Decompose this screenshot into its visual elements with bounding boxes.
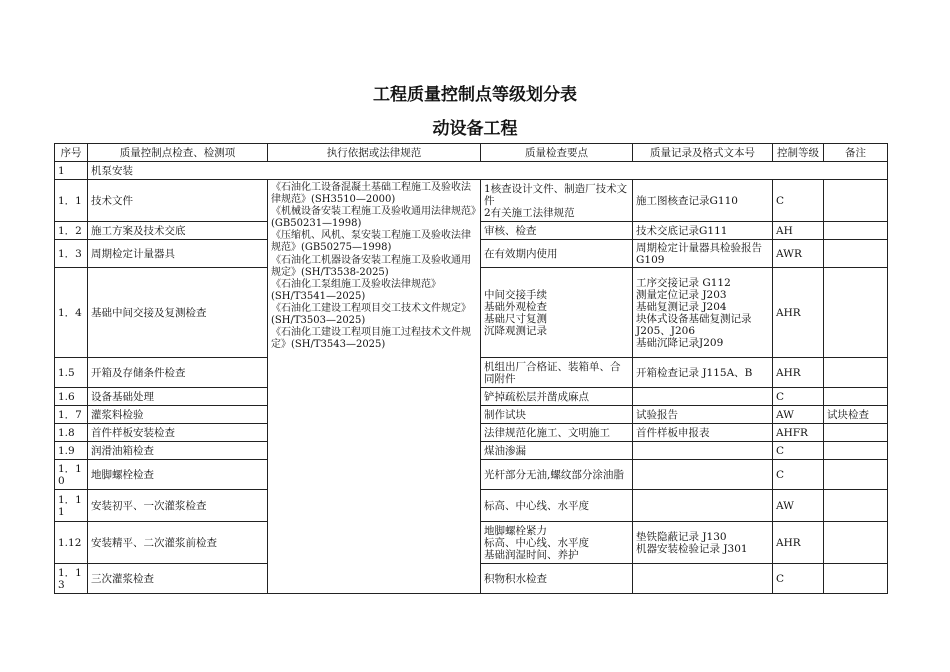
row-no: 1．1 3 (55, 564, 88, 594)
row-point: 地脚螺栓紧力 标高、中心线、水平度 基础润湿时间、养护 (481, 522, 633, 564)
row-record: 周期检定计量器具检验报告G109 (633, 240, 773, 268)
row-level: AHR (773, 268, 824, 358)
row-no: 1.12 (55, 522, 88, 564)
table-header-row (55, 144, 888, 162)
row-level: AHR (773, 522, 824, 564)
row-record: 工序交接记录 G112 测量定位记录 J203 基础复测记录 J204 块体式设备基础复测记录J205、J206 基础沉降记录J209 (633, 268, 773, 358)
row-level: AHR (773, 358, 824, 388)
row-level: C (773, 564, 824, 594)
row-level: C (773, 180, 824, 222)
row-level: C (773, 442, 824, 460)
row-item: 三次灌浆检查 (88, 564, 268, 594)
header-point: 质量检查要点 (481, 144, 633, 162)
row-note (824, 424, 888, 442)
row-note (824, 268, 888, 358)
row-level: C (773, 460, 824, 490)
row-record (633, 490, 773, 522)
row-no: 1．2 (55, 222, 88, 240)
row-no: 1．4 (55, 268, 88, 358)
row-item: 基础中间交接及复测检查 (88, 268, 268, 358)
row-record (633, 564, 773, 594)
row-point: 标高、中心线、水平度 (481, 490, 633, 522)
row-point: 积物积水检查 (481, 564, 633, 594)
row-level: AHFR (773, 424, 824, 442)
quality-control-table (54, 143, 888, 594)
section-name: 机泵安装 (88, 162, 888, 180)
row-note (824, 240, 888, 268)
header-basis: 执行依据或法律规范 (268, 144, 481, 162)
row-note (824, 490, 888, 522)
row-item: 施工方案及技术交底 (88, 222, 268, 240)
row-no: 1.9 (55, 442, 88, 460)
row-level: C (773, 388, 824, 406)
row-item: 设备基础处理 (88, 388, 268, 406)
row-note (824, 442, 888, 460)
row-record (633, 460, 773, 490)
row-point: 法律规范化施工、文明施工 (481, 424, 633, 442)
row-point: 1核查设计文件、制造厂技术文件 2有关施工法律规范 (481, 180, 633, 222)
row-record: 施工图核查记录G110 (633, 180, 773, 222)
row-no: 1.8 (55, 424, 88, 442)
row-point: 光杆部分无油,螺纹部分涂油脂 (481, 460, 633, 490)
row-item: 地脚螺栓检查 (88, 460, 268, 490)
row-note (824, 522, 888, 564)
header-no: 序号 (55, 144, 88, 162)
row-point: 煤油渗漏 (481, 442, 633, 460)
row-item: 安装初平、一次灌浆检查 (88, 490, 268, 522)
row-point: 审核、检查 (481, 222, 633, 240)
row-point: 机组出厂合格证、装箱单、合同附件 (481, 358, 633, 388)
row-note (824, 460, 888, 490)
row-note (824, 564, 888, 594)
row-note (824, 180, 888, 222)
row-record: 技术交底记录G111 (633, 222, 773, 240)
section-no: 1 (55, 162, 88, 180)
row-item: 润滑油箱检查 (88, 442, 268, 460)
row-point: 在有效期内使用 (481, 240, 633, 268)
row-point: 中间交接手续 基础外观检查 基础尺寸复测 沉降观测记录 (481, 268, 633, 358)
header-note: 备注 (824, 144, 888, 162)
table-row (55, 180, 888, 222)
row-point: 制作试块 (481, 406, 633, 424)
header-level: 控制等级 (773, 144, 824, 162)
document-subtitle: 动设备工程 (432, 119, 518, 139)
row-record: 垫铁隐蔽记录 J130 机器安装检验记录 J301 (633, 522, 773, 564)
row-no: 1．7 (55, 406, 88, 424)
law-basis-cell: 《石油化工设备混凝土基础工程施工及验收法律规范》(SH3510—2000) 《机械设备安装工程施工及验收通用法律规范》(GB50231—1998) 《压缩机、风机、泵安装工程施工及验收法律规范》(GB50275—1998) 《石油化工机器设备安装工程施工及验收通用规定》(SH/T3538-2025) 《石油化工泵组施工及验收法律规范》(SH/T3541—2025) 《石油化工建设工程项目交工技术文件规定》(SH/T3503—2025) 《石油化工建设工程项目施工过程技术文件规定》(SH/T3543—2025) (268, 180, 481, 594)
row-no: 1．3 (55, 240, 88, 268)
row-no: 1．1 1 (55, 490, 88, 522)
section-row (55, 162, 888, 180)
row-level: AWR (773, 240, 824, 268)
row-item: 安装精平、二次灌浆前检查 (88, 522, 268, 564)
row-item: 灌浆料检验 (88, 406, 268, 424)
row-note (824, 388, 888, 406)
row-no: 1.5 (55, 358, 88, 388)
row-level: AW (773, 406, 824, 424)
row-record (633, 442, 773, 460)
header-record: 质量记录及格式文本号 (633, 144, 773, 162)
row-item: 首件样板安装检查 (88, 424, 268, 442)
row-note: 试块检查 (824, 406, 888, 424)
document-title: 工程质量控制点等级划分表 (373, 85, 577, 105)
row-item: 技术文件 (88, 180, 268, 222)
row-record (633, 388, 773, 406)
row-record: 试验报告 (633, 406, 773, 424)
row-point: 铲掉疏松层并凿成麻点 (481, 388, 633, 406)
row-no: 1.6 (55, 388, 88, 406)
row-item: 周期检定计量器具 (88, 240, 268, 268)
row-no: 1．1 0 (55, 460, 88, 490)
row-record: 开箱检查记录 J115A、B (633, 358, 773, 388)
row-no: 1．1 (55, 180, 88, 222)
row-note (824, 222, 888, 240)
row-item: 开箱及存储条件检查 (88, 358, 268, 388)
row-level: AH (773, 222, 824, 240)
header-item: 质量控制点检查、检测项 (88, 144, 268, 162)
row-note (824, 358, 888, 388)
row-level: AW (773, 490, 824, 522)
row-record: 首件样板申报表 (633, 424, 773, 442)
